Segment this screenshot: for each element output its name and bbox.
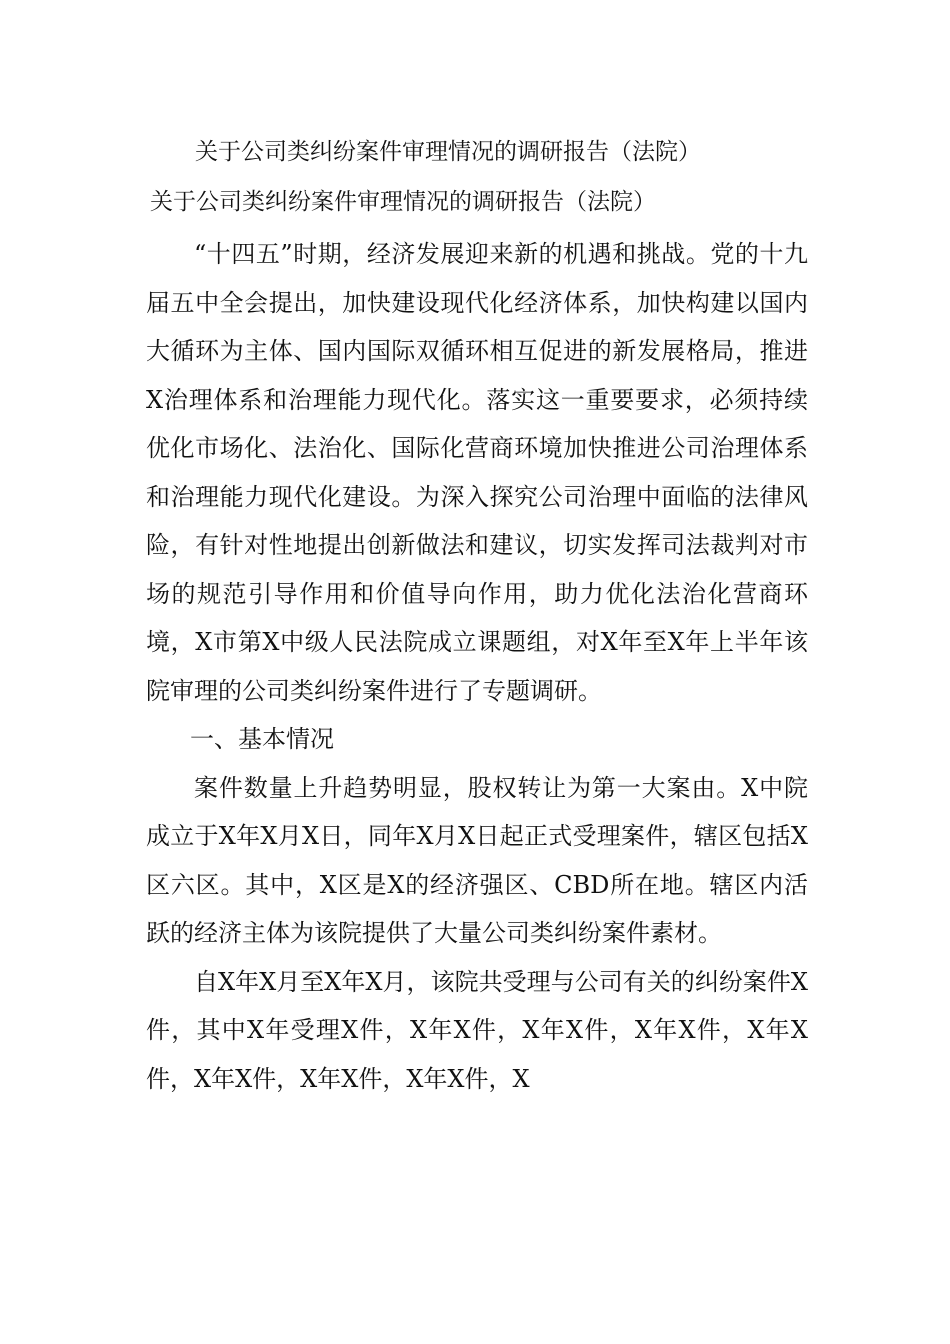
document-title: 关于公司类纠纷案件审理情况的调研报告（法院） [195, 139, 701, 165]
paragraph-case-statistics: 自X年X月至X年X月，该院共受理与公司有关的纠纷案件X件，其中X年受理X件，X年X件，X年X件，X年X件，X年X件，X年X件，X年X件，X年X件，X [146, 967, 808, 1093]
document-subtitle: 关于公司类纠纷案件审理情况的调研报告（法院） [150, 189, 656, 215]
paragraph-intro: “十四五”时期，经济发展迎来新的机遇和挑战。党的十九届五中全会提出，加快建设现代化经济体系，加快构建以国内大循环为主体、国内国际双循环相互促进的新发展格局，推进X治理体系和治理能力现代化。落实这一重要要求，必须持续优化市场化、法治化、国际化营商环境加快推进公司治理体系和治理能力现代化建设。为深入探究公司治理中面临的法律风险，有针对性地提出创新做法和建议，切实发挥司法裁判对市场的规范引导作用和价值导向作用，助力优化法治化营商环境，X市第X中级人民法院成立课题组，对X年至X年上半年该院审理的公司类纠纷案件进行了专题调研。 [146, 240, 808, 705]
document-body [146, 230, 808, 1103]
paragraph-case-trend: 案件数量上升趋势明显，股权转让为第一大案由。X中院成立于X年X月X日，同年X月X日起正式受理案件，辖区包括X区六区。其中，X区是X的经济强区、CBD所在地。辖区内活跃的经济主体为该院提供了大量公司类纠纷案件素材。 [146, 773, 808, 947]
section-heading-basic-situation: 一、基本情况 [190, 725, 334, 753]
